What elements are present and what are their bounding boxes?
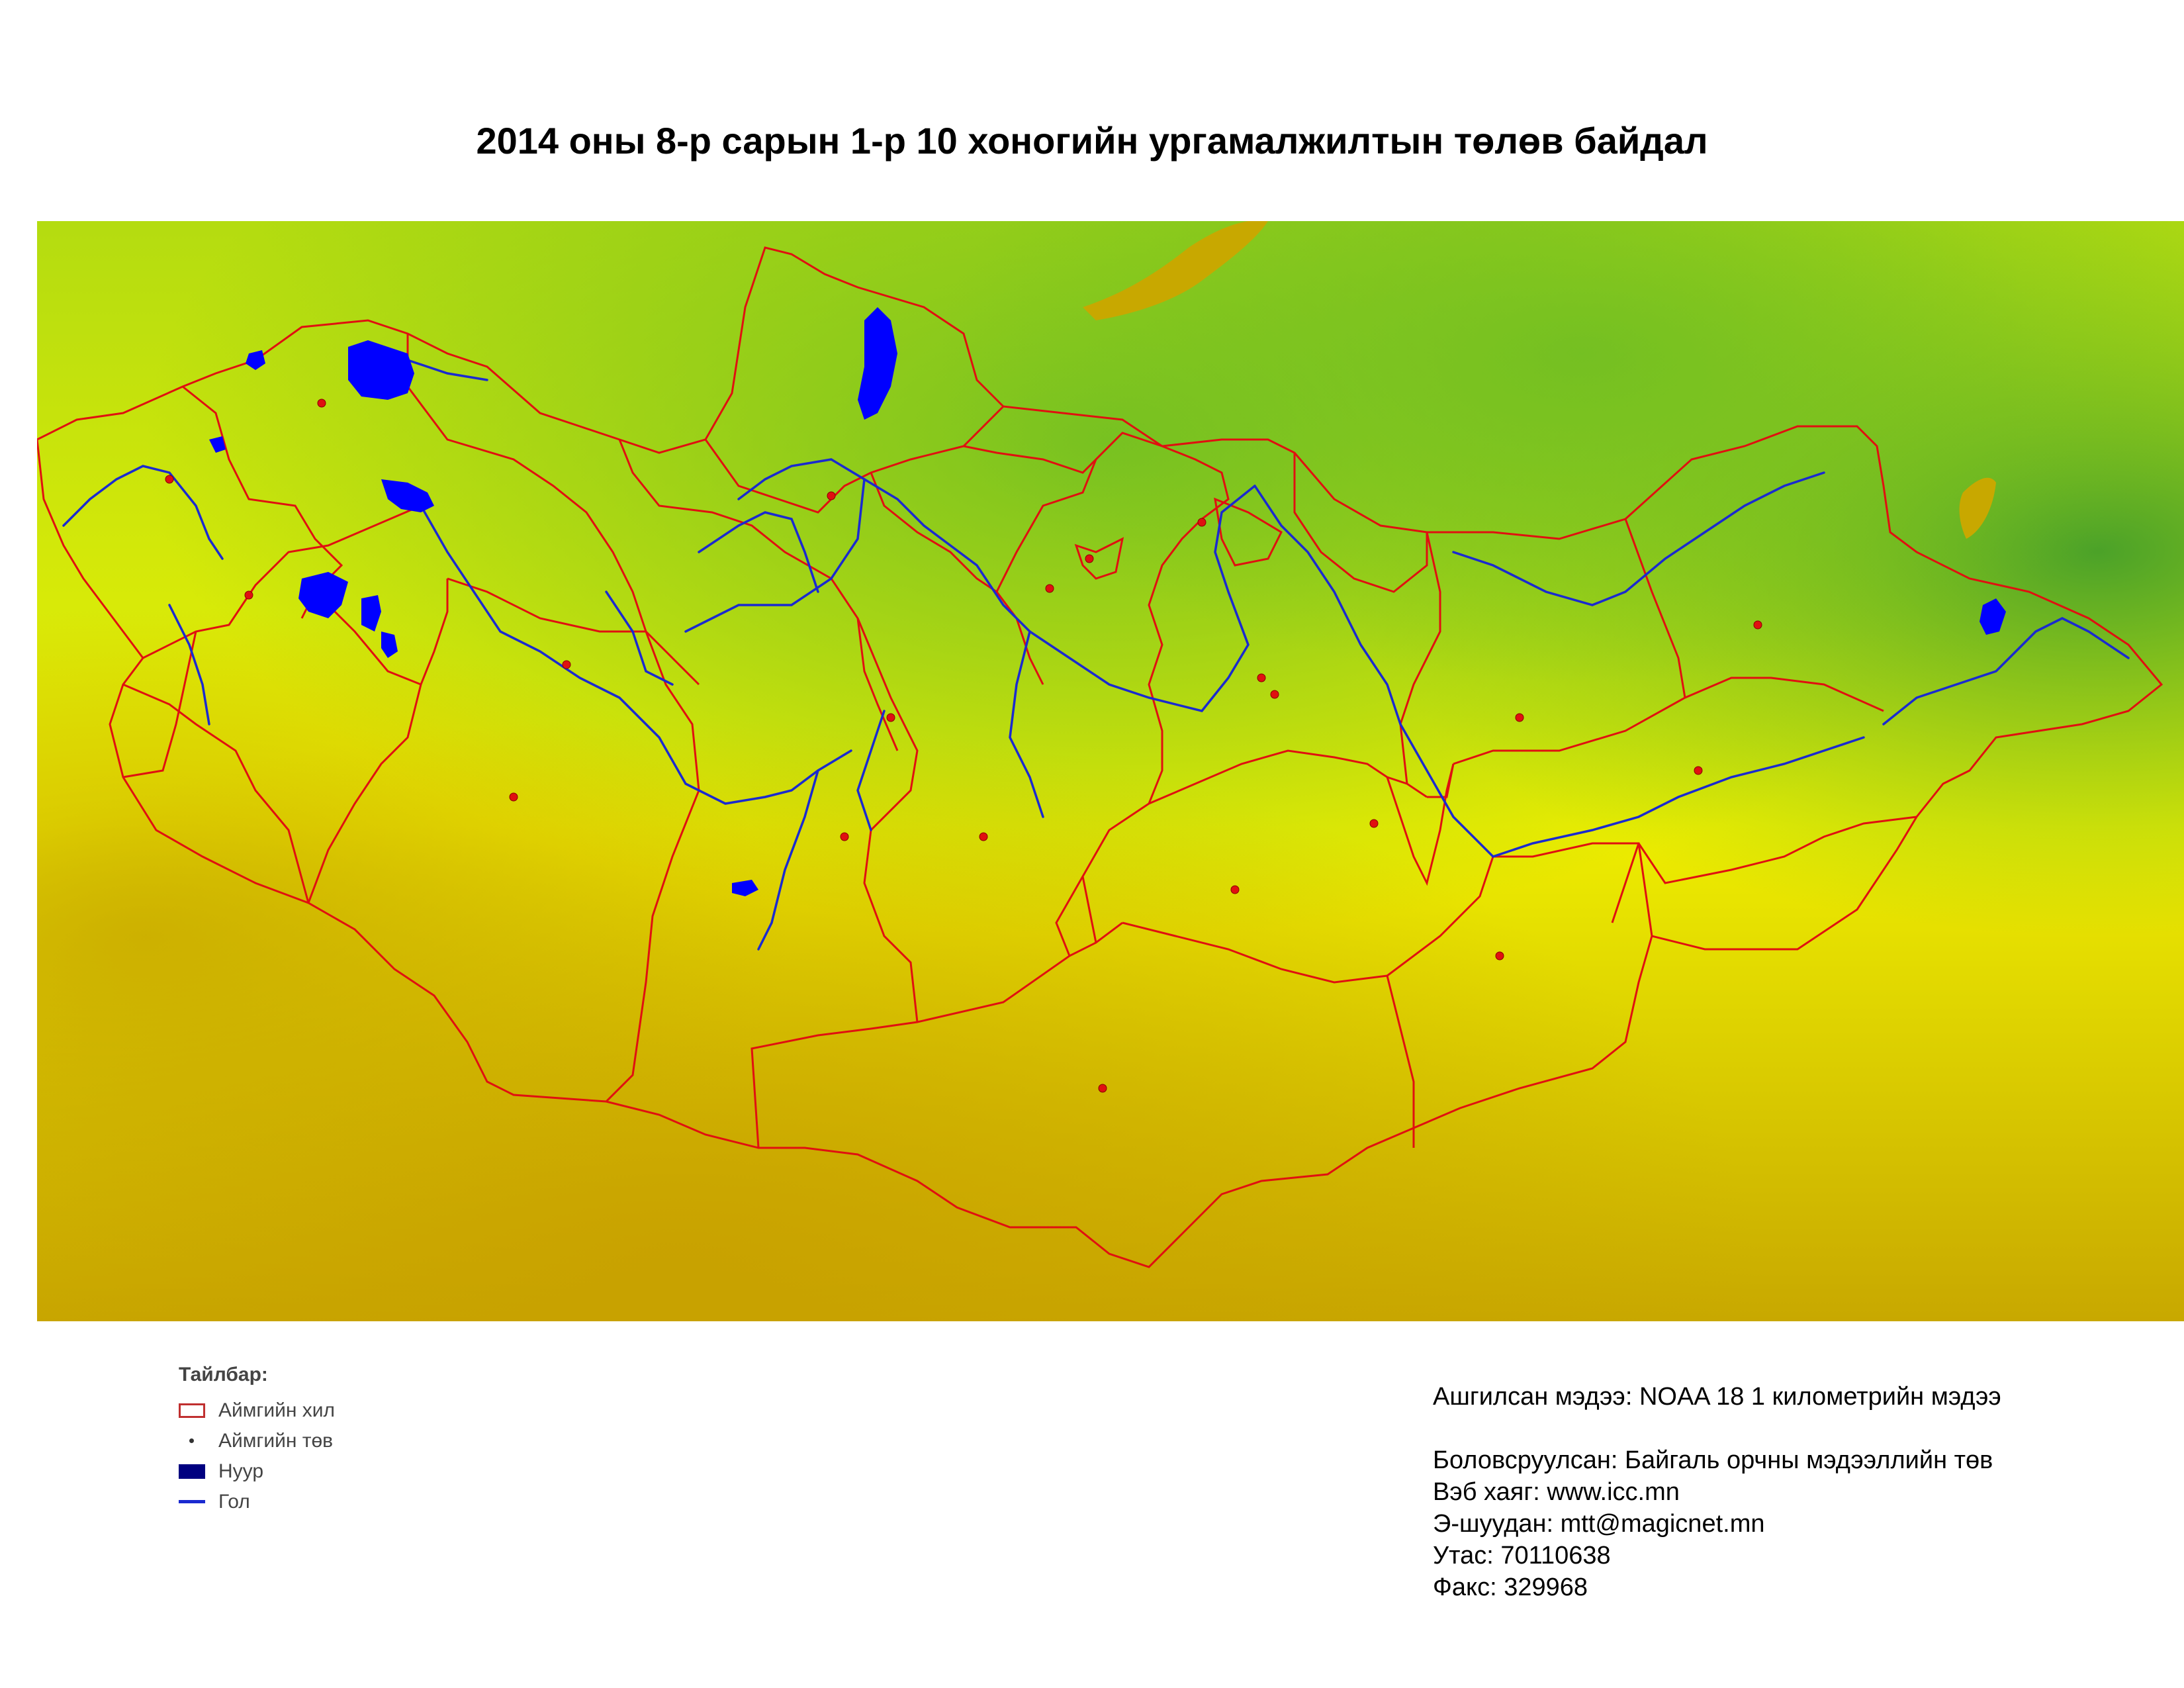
legend-item-border [179, 1395, 404, 1426]
center-murun [827, 492, 835, 500]
legend-label-center: Аймгийн төв [218, 1430, 334, 1452]
center-dalanzadgad [1099, 1084, 1107, 1092]
legend-item-river [179, 1487, 404, 1517]
center-bulgan [1046, 585, 1054, 592]
center-altai [510, 793, 518, 801]
center-ulaangom [318, 399, 326, 407]
info-source: Ашгилсан мэдээ: NOAA 18 1 километрийн мэдээ [1433, 1383, 2001, 1411]
info-web: Вэб хаяг: www.icc.mn [1433, 1478, 1680, 1506]
center-darkhan [1198, 518, 1206, 526]
center-erdenet [1085, 555, 1093, 563]
center-choir [1370, 820, 1378, 827]
legend-label-lake: Нуур [218, 1460, 264, 1482]
info-block [1433, 1381, 2161, 1603]
center-bayankhongor [841, 833, 848, 841]
legend-label-border: Аймгийн хил [218, 1399, 336, 1421]
info-phone: Утас: 70110638 [1433, 1542, 1611, 1570]
center-choibalsan [1754, 621, 1762, 629]
center-tsetserleg [887, 714, 895, 722]
center-sainshand [1496, 952, 1504, 960]
info-fax: Факс: 329968 [1433, 1573, 1588, 1601]
map-title: 2014 оны 8-р сарын 1-р 10 хоногийн ургамалжилтын төлөв байдал [476, 120, 1708, 162]
info-producer: Боловсруулсан: Байгаль орчны мэдээллийн төв [1433, 1446, 1993, 1474]
center-zuunmod [1271, 690, 1279, 698]
border-swatch-icon [179, 1403, 205, 1418]
vegetation-map [37, 221, 2184, 1321]
center-khovd [245, 591, 253, 599]
center-dot-icon [179, 1433, 205, 1449]
center-arvaikheer [979, 833, 987, 841]
center-mandalgovi [1231, 886, 1239, 894]
center-uliastai [563, 661, 570, 669]
center-undurkhaan [1516, 714, 1524, 722]
center-olgii [165, 475, 173, 483]
center-ulaanbaatar [1257, 674, 1265, 682]
legend-title: Тайлбар: [179, 1364, 268, 1385]
map-legend [179, 1364, 404, 1517]
legend-item-center [179, 1426, 404, 1456]
lake-swatch-icon [179, 1464, 205, 1479]
river-line-icon [179, 1494, 205, 1510]
center-baruun-urt [1694, 767, 1702, 774]
legend-label-river: Гол [218, 1491, 250, 1513]
legend-item-lake [179, 1456, 404, 1487]
info-email: Э-шуудан: mtt@magicnet.mn [1433, 1510, 1765, 1538]
